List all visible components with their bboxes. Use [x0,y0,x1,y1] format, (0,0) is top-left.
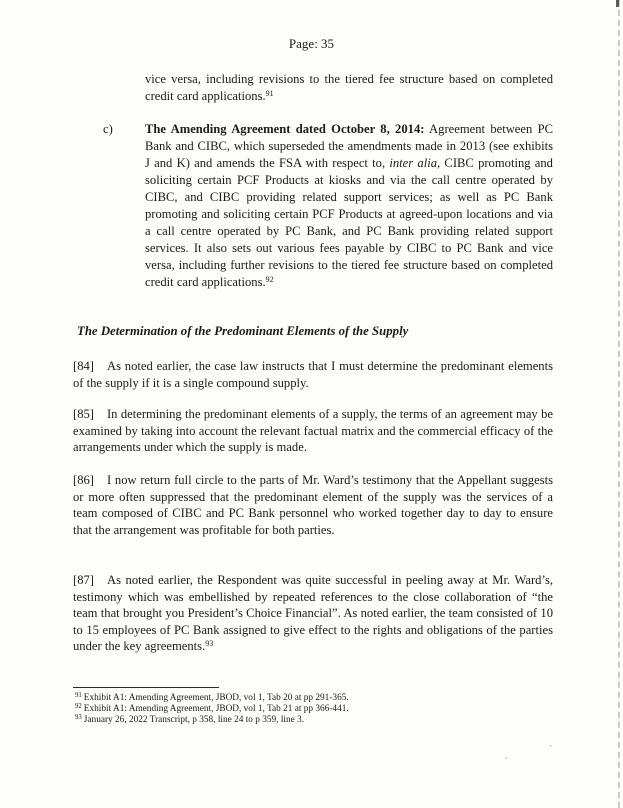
list-item-c [103,121,553,291]
item-c-body-1: Agreement between PC Bank and CIBC, which superseded the amendments made in 2013 (see exhibits J and K) and amends the FSA with respect to, [145,122,553,170]
footnote-ref-93: 93 [205,639,214,648]
footnote-ref-91: 91 [265,89,274,98]
footnote-92-marker: 92 [75,703,82,710]
footnote-91-text: Exhibit A1: Amending Agreement, JBOD, vol 1, Tab 20 at pp 291-365. [83,693,349,703]
footnote-92 [75,704,545,715]
item-c-body-2: , CIBC promoting and soliciting certain PCF Products at kiosks and via the call centre operated by CIBC, and CIBC providing related support services; as well as PC Bank promoting and soliciting certain PCF Products at agreed-upon locations and via a call centre operated by PC Bank, and PC Bank providing related support services. It also sets out various fees payable by CIBC to PC Bank and vice versa, including further revisions to the tiered fee structure based on completed credit card applications. [145,156,553,289]
section-heading: The Determination of the Predominant Elements of the Supply [77,324,409,338]
latin-phrase-italic: inter alia [389,156,438,170]
paragraph-87-text: As noted earlier, the Respondent was quite successful in peeling away at Mr. Ward’s, testimony which was embellished by repeated references to the close collaboration of “the team that brought you President’s Choice Financial”. As noted earlier, the team consisted of 10 to 15 employees of PC Bank assigned to give effect to the rights and obligations of the parties under the key agreements. [73,573,553,653]
list-item-c-label: c) [103,122,113,136]
scan-speck-artifact [549,745,552,747]
paragraph-85-text: In determining the predominant elements of a supply, the terms of an agreement may be examined by taking into account the relevant factual matrix and the commercial efficacy of the arrangements under which the supply is made. [73,407,553,454]
paragraph-84-text: As noted earlier, the case law instructs that I must determine the predominant elements of the supply if it is a single compound supply. [73,359,553,390]
list-item-c-text [145,121,553,291]
paragraph-continuation-text: vice versa, including revisions to the tiered fee structure based on completed credit card applications. [145,72,553,103]
paragraph-85 [73,406,553,456]
paragraph-87 [73,572,553,655]
paragraph-continuation [145,71,553,105]
footnote-93-marker: 93 [75,714,82,721]
footnote-91-marker: 91 [75,692,82,699]
footnote-93 [75,715,545,726]
scan-edge-artifact [618,0,620,808]
page-number: Page: 35 [288,36,335,51]
paragraph-87-number: [87] [73,573,94,587]
paragraph-84 [73,358,553,391]
footnote-91 [75,693,545,704]
footnote-separator [73,687,219,688]
paragraph-86-text: I now return full circle to the parts of Mr. Ward’s testimony that the Appellant suggests or more often suppressed that the predominant element of the supply was the services of a team composed of CIBC and PC Bank personnel who worked together day to day to ensure that the arrangement was profitable for both parties. [73,473,553,537]
paragraph-86-number: [86] [73,473,94,487]
scan-speck-artifact [505,757,508,759]
footnote-92-text: Exhibit A1: Amending Agreement, JBOD, vol 1, Tab 21 at pp 366-441. [83,704,349,714]
footnote-93-text: January 26, 2022 Transcript, p 358, line 24 to p 359, line 3. [83,715,305,725]
paragraph-85-number: [85] [73,407,94,421]
footnotes [75,693,545,726]
paragraph-84-number: [84] [73,359,94,373]
footnote-ref-92: 92 [265,275,274,284]
paragraph-86 [73,472,553,538]
agreement-title-bold: The Amending Agreement dated October 8, 2014: [145,122,425,136]
scan-edge-tick-artifact [616,0,619,7]
